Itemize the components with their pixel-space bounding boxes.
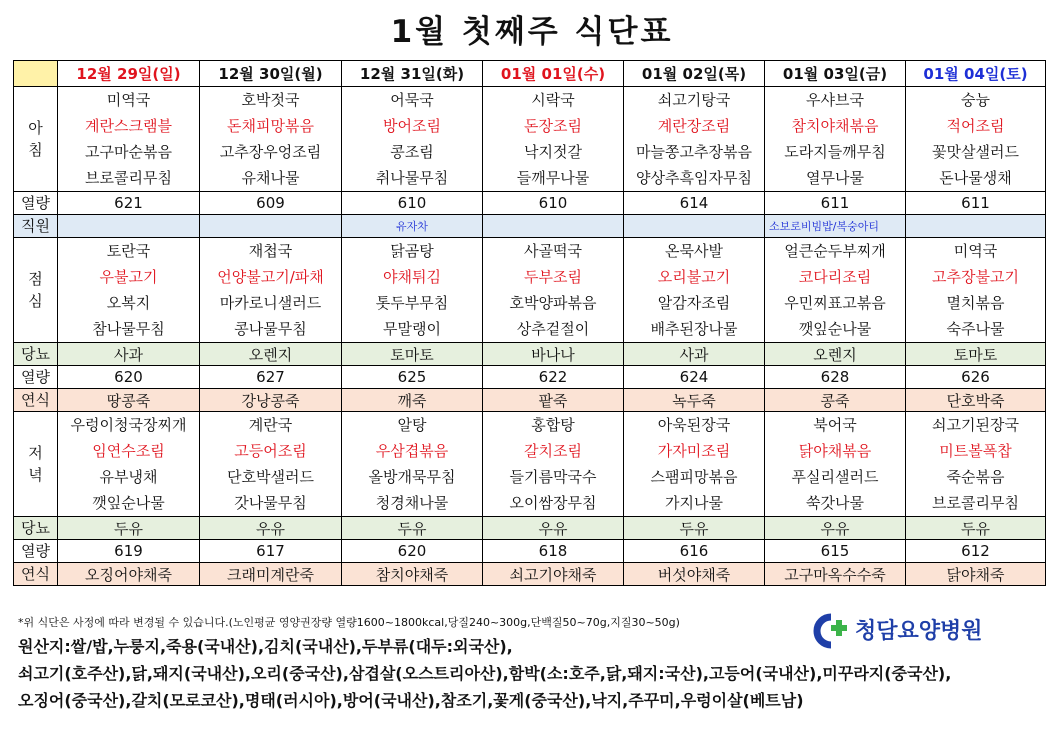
breakfast-cell (342, 87, 483, 192)
menu-item: 들기름막국수 (509, 468, 597, 486)
hospital-name: 청담요양병원 (855, 619, 983, 644)
breakfast-kcal-value: 610 (342, 192, 483, 215)
lunch-snack-value: 강낭콩죽 (200, 389, 342, 412)
menu-item: 고등어조림 (234, 442, 307, 460)
dinner-snack-value: 크래미계란죽 (200, 563, 342, 586)
dinner-kcal-value: 612 (906, 540, 1046, 563)
menu-item: 도라지들깨무침 (784, 143, 886, 161)
menu-item: 토란국 (106, 242, 151, 260)
lunch-cell (483, 238, 624, 343)
dinner-kcal-value: 620 (342, 540, 483, 563)
day-header: 01월 01일(수) (483, 61, 624, 87)
origin-line: 쇠고기(호주산),닭,돼지(국내산),오리(중국산),삼겹살(오스트리아산),함박(소:호주,닭,돼지:국산),고등어(국내산),미꾸라지(중국산), (18, 664, 952, 683)
meal-label-dinner (14, 412, 58, 517)
menu-item: 열무나물 (806, 169, 864, 187)
staff-cell-empty (624, 215, 765, 238)
staff-value: 소보로비빔밥/복숭아티 (765, 215, 906, 238)
menu-item: 갓나물무침 (234, 494, 307, 512)
lunch-diabetes-value: 토마토 (342, 343, 483, 366)
hospital-logo-icon (811, 613, 851, 649)
dinner-kcal-value: 615 (765, 540, 906, 563)
menu-item: 낙지젓갈 (524, 143, 582, 161)
staff-cell-empty (58, 215, 200, 238)
menu-item: 쇠고기된장국 (932, 416, 1019, 434)
dinner-diabetes-value: 두유 (342, 517, 483, 540)
menu-item: 아욱된장국 (657, 416, 731, 434)
hospital-logo (811, 612, 1051, 650)
meal-label-char: 녁 (28, 466, 43, 484)
dinner-diabetes-label: 당뇨 (14, 517, 58, 540)
lunch-cell (58, 238, 200, 343)
menu-item: 단호박샐러드 (227, 468, 314, 486)
menu-item: 닭야채볶음 (798, 442, 872, 460)
staff-cell-empty (483, 215, 624, 238)
meal-label-char: 침 (28, 141, 43, 159)
dinner-snack-value: 버섯야채죽 (624, 563, 765, 586)
dinner-diabetes-value: 두유 (906, 517, 1046, 540)
menu-item: 푸실리샐러드 (791, 468, 879, 486)
menu-item: 알탕 (397, 416, 427, 434)
breakfast-cell (624, 87, 765, 192)
menu-item: 두부조림 (524, 268, 582, 286)
lunch-kcal-label: 열량 (14, 366, 58, 389)
menu-item: 적어조림 (946, 117, 1005, 135)
lunch-diabetes-value: 오렌지 (765, 343, 906, 366)
menu-item: 콩조림 (390, 143, 434, 161)
dinner-cell (342, 412, 483, 517)
menu-item: 참나물무침 (92, 320, 165, 338)
breakfast-kcal-value: 610 (483, 192, 624, 215)
dinner-snack-value: 닭야채죽 (906, 563, 1046, 586)
day-header: 01월 04일(토) (906, 61, 1046, 87)
menu-item: 마카로니샐러드 (219, 294, 322, 312)
meal-label-char: 저 (28, 444, 43, 462)
staff-value: 유자차 (342, 215, 483, 238)
day-header: 01월 02일(목) (624, 61, 765, 87)
menu-item: 가지나물 (665, 494, 723, 512)
dinner-snack-value: 오징어야채죽 (58, 563, 200, 586)
menu-item: 야채튀김 (383, 268, 441, 286)
menu-item: 우불고기 (99, 268, 158, 286)
menu-item: 취나물무침 (375, 169, 449, 187)
menu-item: 배추된장나물 (650, 320, 738, 338)
menu-item: 사골떡국 (524, 242, 582, 260)
menu-item: 상추겉절이 (516, 320, 590, 338)
notice-text: *위 식단은 사정에 따라 변경될 수 있습니다.(노인평균 영양권장량 열량1600~1800kcal,당질240~300g,단백질50~70g,지질30~50g) (18, 616, 680, 629)
menu-item: 유채나물 (241, 169, 300, 187)
menu-item: 호박젓국 (241, 91, 300, 109)
meal-label-char: 점 (28, 270, 43, 288)
dinner-kcal-value: 617 (200, 540, 342, 563)
lunch-diabetes-value: 바나나 (483, 343, 624, 366)
lunch-cell (200, 238, 342, 343)
menu-item: 코다리조림 (798, 268, 872, 286)
lunch-diabetes-value: 사과 (58, 343, 200, 366)
menu-item: 계란장조림 (657, 117, 731, 135)
menu-item: 브로콜리무침 (932, 494, 1019, 512)
origin-line: 오징어(중국산),갈치(모로코산),명태(러시아),방어(국내산),참조기,꽃게(중국산),낙지,주꾸미,우렁이살(베트남) (18, 691, 804, 710)
staff-cell-empty (906, 215, 1046, 238)
menu-item: 쇠고기탕국 (657, 91, 731, 109)
day-header: 12월 29일(일) (58, 61, 200, 87)
breakfast-kcal-value: 614 (624, 192, 765, 215)
dinner-snack-value: 쇠고기야채죽 (483, 563, 624, 586)
lunch-diabetes-value: 사과 (624, 343, 765, 366)
dinner-cell (765, 412, 906, 517)
lunch-cell (342, 238, 483, 343)
dinner-snack-value: 참치야채죽 (342, 563, 483, 586)
breakfast-kcal-value: 611 (906, 192, 1046, 215)
dinner-diabetes-value: 두유 (58, 517, 200, 540)
menu-item: 톳두부무침 (375, 294, 449, 312)
dinner-diabetes-value: 우유 (483, 517, 624, 540)
menu-item: 닭곰탕 (390, 242, 434, 260)
breakfast-kcal-label: 열량 (14, 192, 58, 215)
header-corner (14, 61, 58, 87)
menu-item: 어묵국 (390, 91, 434, 109)
lunch-kcal-value: 627 (200, 366, 342, 389)
lunch-diabetes-value: 토마토 (906, 343, 1046, 366)
menu-item: 돈장조림 (524, 117, 582, 135)
dinner-kcal-label: 열량 (14, 540, 58, 563)
menu-item: 미역국 (106, 91, 151, 109)
lunch-kcal-value: 625 (342, 366, 483, 389)
meal-label-breakfast (14, 87, 58, 192)
menu-item: 고구마순볶음 (85, 143, 172, 161)
dinner-cell (624, 412, 765, 517)
menu-item: 올방개묵무침 (368, 468, 456, 486)
breakfast-cell (58, 87, 200, 192)
menu-item: 갈치조림 (524, 442, 582, 460)
menu-item: 우렁이청국장찌개 (70, 416, 187, 434)
menu-table (13, 60, 1046, 586)
breakfast-kcal-value: 609 (200, 192, 342, 215)
menu-item: 양상추흑임자무침 (636, 169, 752, 187)
menu-item: 꽃맛살샐러드 (932, 143, 1019, 161)
menu-item: 무말랭이 (383, 320, 441, 338)
menu-item: 재첩국 (248, 242, 293, 260)
menu-item: 오복지 (106, 294, 151, 312)
breakfast-cell (483, 87, 624, 192)
menu-item: 돈채피망볶음 (227, 117, 314, 135)
menu-item: 멸치볶음 (946, 294, 1005, 312)
lunch-kcal-value: 628 (765, 366, 906, 389)
breakfast-kcal-value: 621 (58, 192, 200, 215)
menu-item: 쑥갓나물 (806, 494, 864, 512)
menu-item: 가자미조림 (657, 442, 731, 460)
page-title: 1월 첫째주 식단표 (390, 14, 674, 50)
day-header: 01월 03일(금) (765, 61, 906, 87)
menu-item: 시락국 (531, 91, 575, 109)
menu-item: 참치야채볶음 (791, 117, 879, 135)
menu-item: 죽순볶음 (946, 468, 1005, 486)
staff-label: 직원 (14, 215, 58, 238)
menu-item: 온묵사발 (665, 242, 723, 260)
lunch-cell (624, 238, 765, 343)
menu-item: 미트볼폭찹 (939, 442, 1012, 460)
origin-line: 원산지:쌀/밥,누룽지,죽용(국내산),김치(국내산),두부류(대두:외국산), (18, 637, 513, 656)
lunch-snack-value: 녹두죽 (624, 389, 765, 412)
lunch-cell (906, 238, 1046, 343)
menu-item: 숙주나물 (946, 320, 1005, 338)
lunch-snack-value: 땅콩죽 (58, 389, 200, 412)
menu-item: 마늘쫑고추장볶음 (636, 143, 752, 161)
lunch-cell (765, 238, 906, 343)
menu-item: 고추장불고기 (932, 268, 1019, 286)
menu-item: 숭늉 (961, 91, 990, 109)
meal-label-char: 아 (28, 119, 43, 137)
menu-item: 계란국 (248, 416, 293, 434)
menu-item: 들깨무나물 (516, 169, 590, 187)
menu-item: 돈나물생채 (939, 169, 1012, 187)
staff-cell-empty (200, 215, 342, 238)
dinner-snack-label: 연식 (14, 563, 58, 586)
dinner-cell (483, 412, 624, 517)
menu-item: 콩나물무침 (234, 320, 307, 338)
lunch-kcal-value: 624 (624, 366, 765, 389)
menu-item: 호박양파볶음 (509, 294, 597, 312)
breakfast-cell (906, 87, 1046, 192)
meal-label-char: 심 (28, 292, 43, 310)
meal-label-lunch (14, 238, 58, 343)
lunch-diabetes-value: 오렌지 (200, 343, 342, 366)
day-header: 12월 30일(월) (200, 61, 342, 87)
lunch-snack-label: 연식 (14, 389, 58, 412)
lunch-kcal-value: 620 (58, 366, 200, 389)
menu-item: 미역국 (953, 242, 998, 260)
menu-item: 우샤브국 (806, 91, 864, 109)
menu-item: 북어국 (813, 416, 857, 434)
lunch-snack-value: 콩죽 (765, 389, 906, 412)
dinner-diabetes-value: 우유 (765, 517, 906, 540)
menu-item: 깻잎순나물 (798, 320, 872, 338)
menu-item: 오리불고기 (657, 268, 731, 286)
menu-item: 알감자조림 (657, 294, 731, 312)
menu-item: 언양불고기/파채 (217, 268, 324, 286)
lunch-snack-value: 단호박죽 (906, 389, 1046, 412)
menu-item: 브로콜리무침 (85, 169, 172, 187)
menu-item: 홍합탕 (531, 416, 575, 434)
menu-item: 고추장우엉조림 (219, 143, 322, 161)
menu-item: 유부냉채 (99, 468, 158, 486)
lunch-kcal-value: 626 (906, 366, 1046, 389)
dinner-diabetes-value: 두유 (624, 517, 765, 540)
menu-item: 오이쌈장무침 (509, 494, 597, 512)
menu-item: 우삼겹볶음 (375, 442, 449, 460)
menu-item: 스팸피망볶음 (650, 468, 738, 486)
menu-item: 청경채나물 (375, 494, 449, 512)
menu-item: 우민찌표고볶음 (784, 294, 886, 312)
menu-item: 계란스크램블 (85, 117, 172, 135)
dinner-cell (58, 412, 200, 517)
dinner-snack-value: 고구마옥수수죽 (765, 563, 906, 586)
breakfast-kcal-value: 611 (765, 192, 906, 215)
dinner-kcal-value: 616 (624, 540, 765, 563)
lunch-snack-value: 팥죽 (483, 389, 624, 412)
menu-item: 깻잎순나물 (92, 494, 165, 512)
lunch-diabetes-label: 당뇨 (14, 343, 58, 366)
day-header: 12월 31일(화) (342, 61, 483, 87)
breakfast-cell (200, 87, 342, 192)
menu-item: 얼큰순두부찌개 (784, 242, 886, 260)
dinner-kcal-value: 619 (58, 540, 200, 563)
dinner-cell (200, 412, 342, 517)
dinner-diabetes-value: 우유 (200, 517, 342, 540)
lunch-kcal-value: 622 (483, 366, 624, 389)
menu-item: 방어조림 (383, 117, 441, 135)
dinner-cell (906, 412, 1046, 517)
lunch-snack-value: 깨죽 (342, 389, 483, 412)
dinner-kcal-value: 618 (483, 540, 624, 563)
breakfast-cell (765, 87, 906, 192)
menu-item: 임연수조림 (92, 442, 165, 460)
